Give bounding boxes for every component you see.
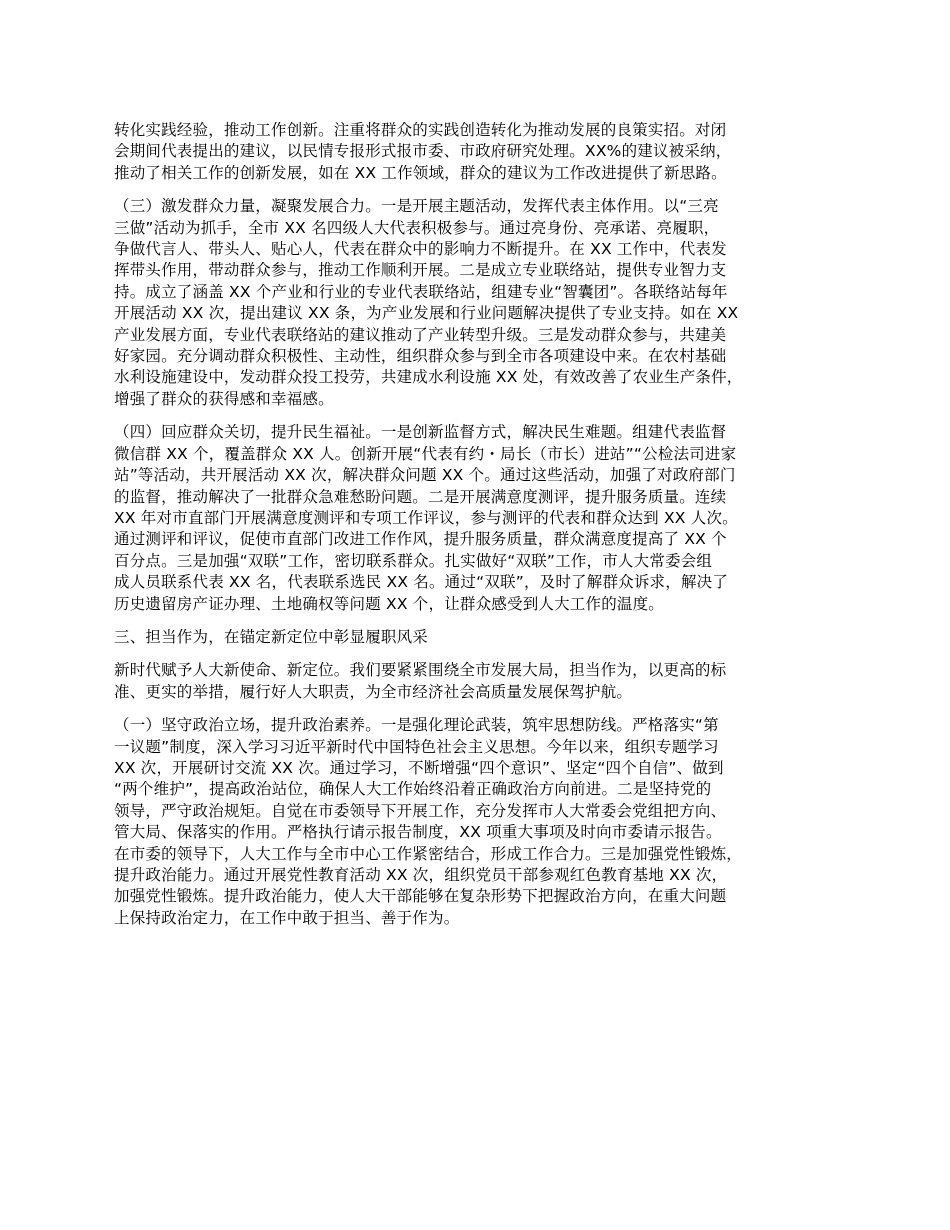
paragraph-conversion-practice: 转化实践经验，推动工作创新。注重将群众的实践创造转化为推动发展的良策实招。对闭 会期间代表提出的建议，以民情专报形式报市委、市政府研究处理。XX%的建议被采纳， 推动了相关工作的创新发展，如在 XX 工作领域，群众的建议为工作改进提供了新思路。 [114,121,732,182]
paragraph-section-4-livelihood: （四）回应群众关切，提升民生福祉。一是创新监督方式，解决民生难题。组建代表监督 微信群 XX 个，覆盖群众 XX 人。创新开展“代表有约・局长（市长）进站”“公检法司进家 站”等活动，共开展活动 XX 次，解决群众问题 XX 个。通过这些活动，加强了对政府部门 的监督，推动解决了一批群众急难愁盼问题。二是开展满意度测评，提升服务质量。连续 XX 年对市直部门开展满意度测评和专项工作评议，参与测评的代表和群众达到 XX 人次。 通过测评和评议，促使市直部门改进工作作风，提升服务质量，群众满意度提高了 XX 个 百分点。三是加强“双联”工作，密切联系群众。扎实做好“双联”工作，市人大常委会组 成人员联系代表 XX 名，代表联系选民 XX 名。通过“双联”，及时了解群众诉求，解决了 历史遗留房产证办理、土地确权等问题 XX 个，让群众感受到人大工作的温度。 [114,423,738,613]
paragraph-section-1-political-stance: （一）坚守政治立场，提升政治素养。一是强化理论武装，筑牢思想防线。严格落实“第 一议题”制度，深入学习习近平新时代中国特色社会主义思想。今年以来，组织专题学习 XX 次，开展研讨交流 XX 次。通过学习，不断增强“四个意识”、坚定“四个自信”、做到 “两个维护”，提高政治站位，确保人大工作始终沿着正确政治方向前进。二是坚持党的 领导，严守政治规矩。自觉在市委领导下开展工作，充分发挥市人大常委会党组把方向、 管大局、保落实的作用。严格执行请示报告制度，XX 项重大事项及时向市委请示报告。 在市委的领导下，人大工作与全市中心工作紧密结合，形成工作合力。三是加强党性锻炼， 提升政治能力。通过开展党性教育活动 XX 次，组织党员干部参观红色教育基地 XX 次， 加强党性锻炼。提升政治能力，使人大干部能够在复杂形势下把握政治方向，在重大问题 上保持政治定力，在工作中敢于担当、善于作为。 [114,716,743,927]
paragraph-section-3-stimulate-masses: （三）激发群众力量，凝聚发展合力。一是开展主题活动，发挥代表主体作用。以“三亮 三做”活动为抓手，全市 XX 名四级人大代表积极参与。通过亮身份、亮承诺、亮履职， 争做代言人、带头人、贴心人，代表在群众中的影响力不断提升。在 XX 工作中，代表发 挥带头作用，带动群众参与，推动工作顺利开展。二是成立专业联络站，提供专业智力支 持。成立了涵盖 XX 个产业和行业的专业代表联络站，组建专业“智囊团”。各联络站每年 开展活动 XX 次，提出建议 XX 条，为产业发展和行业问题解决提供了专业支持。如在 XX 产业发展方面，专业代表联络站的建议推动了产业转型升级。三是发动群众参与，共建美 好家园。充分调动群众积极性、主动性，组织群众参与到全市各项建设中来。在农村基础 水利设施建设中，发动群众投工投劳，共建成水利设施 XX 处，有效改善了农业生产条件， 增强了群众的获得感和幸福感。 [114,197,743,408]
document-body [114,120,856,941]
heading-part-three: 三、担当作为，在锚定新定位中彰显履职风采 [114,627,429,646]
paragraph-new-era-mission: 新时代赋予人大新使命、新定位。我们要紧紧围绕全市发展大局，担当作为，以更高的标 准、更实的举措，履行好人大职责，为全市经济社会高质量发展保驾护航。 [114,661,727,701]
